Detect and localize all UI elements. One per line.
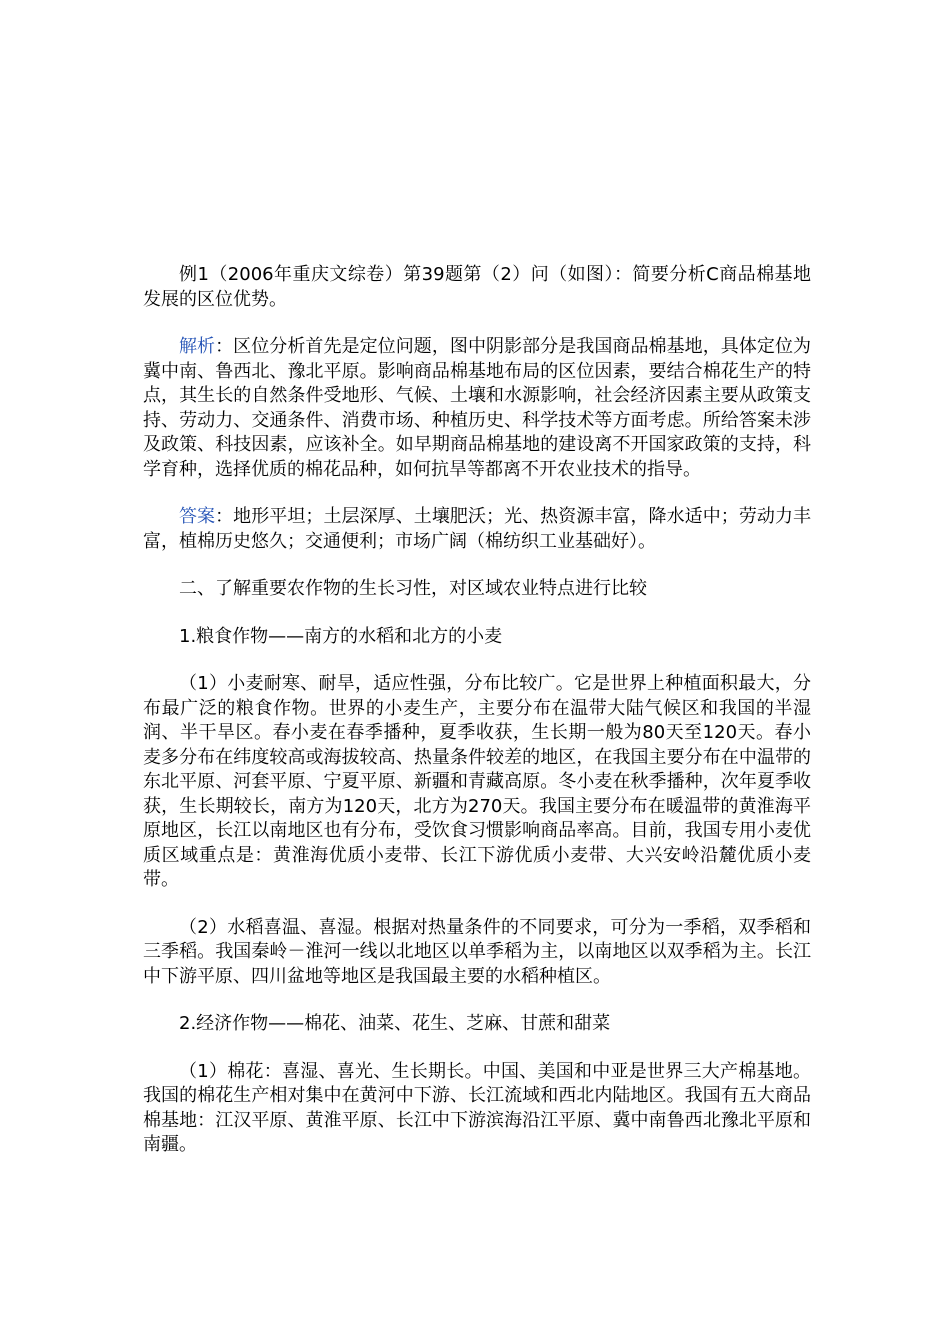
- rice-paragraph: （2）水稻喜温、喜湿。根据对热量条件的不同要求，可分为一季稻，双季稻和三季稻。我国秦岭－淮河一线以北地区以单季稻为主，以南地区以双季稻为主。长江中下游平原、四川盆地等地区是我国最主要的水稻种植区。: [143, 916, 811, 987]
- section-two-heading: 二、了解重要农作物的生长习性，对区域农业特点进行比较: [179, 578, 647, 599]
- answer-paragraph: [143, 505, 811, 554]
- analysis-paragraph: [143, 335, 811, 482]
- document-body: [143, 263, 811, 1181]
- economic-crops-heading: 2.经济作物——棉花、油菜、花生、芝麻、甘蔗和甜菜: [179, 1013, 611, 1034]
- wheat-paragraph: （1）小麦耐寒、耐旱，适应性强，分布比较广。它是世界上种植面积最大，分布最广泛的粮食作物。世界的小麦生产，主要分布在温带大陆气候区和我国的半湿润、半干旱区。春小麦在春季播种，夏季收获，生长期一般为80天至120天。春小麦多分布在纬度较高或海拔较高、热量条件较差的地区，在我国主要分布在中温带的东北平原、河套平原、宁夏平原、新疆和青藏高原。冬小麦在秋季播种，次年夏季收获，生长期较长，南方为120天，北方为270天。我国主要分布在暖温带的黄淮海平原地区，长江以南地区也有分布，受饮食习惯影响商品率高。目前，我国专用小麦优质区域重点是：黄淮海优质小麦带、长江下游优质小麦带、大兴安岭沿麓优质小麦带。: [143, 673, 811, 890]
- cotton-paragraph: （1）棉花：喜湿、喜光、生长期长。中国、美国和中亚是世界三大产棉基地。我国的棉花生产相对集中在黄河中下游、长江流域和西北内陆地区。我国有五大商品棉基地：江汉平原、黄淮平原、长江中下游滨海沿江平原、冀中南鲁西北豫北平原和南疆。: [143, 1060, 811, 1155]
- example-question-text: 例1（2006年重庆文综卷）第39题第（2）问（如图）：简要分析C商品棉基地发展的区位优势。: [143, 264, 811, 310]
- answer-label: 答案: [179, 506, 216, 527]
- grain-crops-heading: 1.粮食作物——南方的水稻和北方的小麦: [179, 625, 503, 647]
- analysis-label: 解析: [179, 336, 216, 357]
- analysis-text: ：区位分析首先是定位问题，图中阴影部分是我国商品棉基地，具体定位为冀中南、鲁西北、豫北平原。影响商品棉基地布局的区位因素，要结合棉花生产的特点，其生长的自然条件受地形、气候、土壤和水源影响，社会经济因素主要从政策支持、劳动力、交通条件、消费市场、种植历史、科学技术等方面考虑。所给答案未涉及政策、科技因素，应该补全。如早期商品棉基地的建设离不开国家政策的支持，科学育种，选择优质的棉花品种，如何抗旱等都离不开农业技术的指导。: [143, 336, 812, 480]
- example-question: [143, 263, 811, 312]
- answer-text: ：地形平坦；土层深厚、土壤肥沃；光、热资源丰富，降水适中；劳动力丰富，植棉历史悠久；交通便利；市场广阔（棉纺织工业基础好）。: [143, 506, 812, 552]
